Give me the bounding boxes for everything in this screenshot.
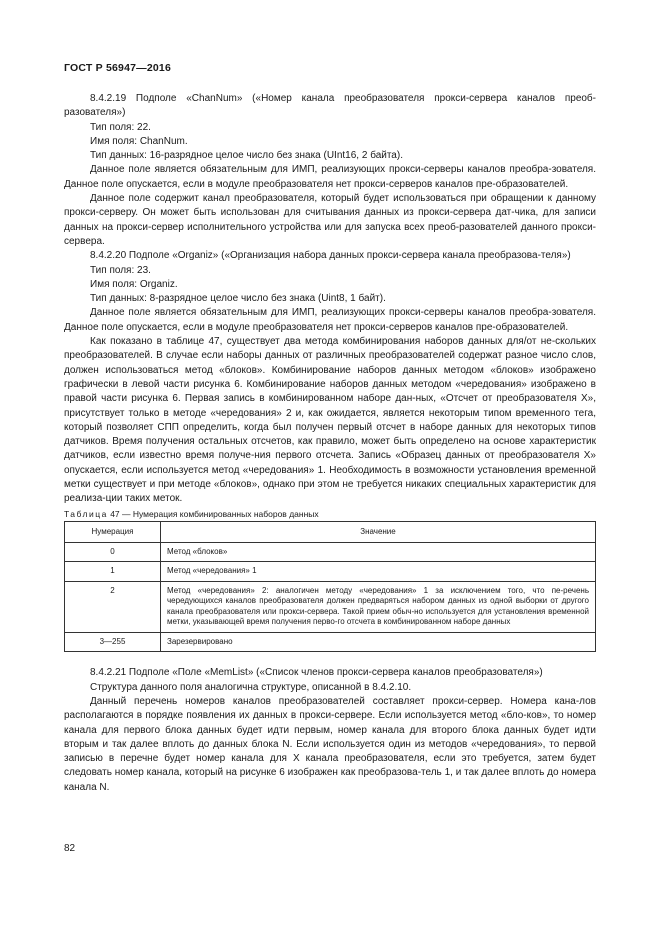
paragraph: Имя поля: Organiz. <box>90 278 178 290</box>
table-caption-text: 47 — Нумерация комбинированных наборов данных <box>110 508 319 519</box>
document-body <box>64 92 596 795</box>
table-row <box>65 632 596 652</box>
paragraph: Данное поле является обязательным для ИМП, реализующих прокси-серверы каналов преобра-зователя. Данное поле опускается, если в модуле преобразователя нет прокси-серверов каналов пре-образователей. <box>64 307 596 333</box>
subclause-heading: 8.4.2.21 Подполе «Поле «MemList» («Список членов прокси-сервера каналов преобразователя») <box>90 667 543 679</box>
column-header-value: Значение <box>161 521 596 542</box>
table-row <box>65 581 596 632</box>
paragraph: Тип поля: 23. <box>90 264 151 276</box>
paragraph: Тип данных: 16-разрядное целое число без знака (UInt16, 2 байта). <box>90 150 403 162</box>
table-row <box>65 562 596 582</box>
paragraph: Данное поле является обязательным для ИМП, реализующих прокси-серверы каналов преобра-зователя. Данное поле опускается, если в модуле преобразователя нет прокси-серверов каналов пре-образователей. <box>64 164 596 190</box>
cell-number: 0 <box>65 542 161 562</box>
cell-value: Зарезервировано <box>161 632 596 652</box>
table-caption <box>64 507 596 521</box>
cell-value: Метод «чередования» 1 <box>161 562 596 582</box>
paragraph: Данное поле содержит канал преобразователя, который будет использоваться при обращении к данному прокси-серверу. Он может быть использован для считывания данных из прокси-сервера дат-чика, для записи данных на прокси-сервер исполнительного устройства или для запуска всех преоб-разователей данного прокси-сервера. <box>64 193 596 247</box>
cell-number: 3—255 <box>65 632 161 652</box>
subclause-heading: 8.4.2.20 Подполе «Organiz» («Организация набора данных прокси-сервера канала преобразова-теля») <box>90 250 571 262</box>
paragraph: Тип поля: 22. <box>90 121 151 133</box>
cell-number: 1 <box>65 562 161 582</box>
paragraph: Данный перечень номеров каналов преобразователей составляет прокси-сервер. Номера кана-лов располагаются в порядке появления их данных в прокси-сервере. Если используется метод «бло-ков», то номер канала для первого блока данных будет идти первым, номер канала для второго блока данных будет идти вторым и так далее вплоть до данных блока N. Если используется один из методов «чередования», то первой записью в перечне будет номер канала для X канала преобразователя, если это требуется, затем будет следовать номер канала, который на рисунке 6 изображен как преобразова-тель 1, и так далее вплоть до номера канала N. <box>64 696 596 793</box>
page-number: 82 <box>64 843 76 854</box>
paragraph: Тип данных: 8-разрядное целое число без знака (Uint8, 1 байт). <box>90 293 386 305</box>
table-row <box>65 542 596 562</box>
cell-number: 2 <box>65 581 161 632</box>
subclause-heading: 8.4.2.19 Подполе «ChanNum» («Номер канала преобразователя прокси-сервера каналов преоб-разователя») <box>64 93 596 119</box>
standard-header: ГОСТ Р 56947—2016 <box>64 62 172 74</box>
paragraph: Как показано в таблице 47, существует два метода комбинирования наборов данных для/от не-скольких преобразователей. В случае если наборы данных от различных преобразователей содержат разное число слов, должен использоваться метод «блоков». Комбинирование наборов данных методом «блоков» изображено графически в левой части рисунка 6. Комбинирование наборов данных методом «чередования» изображено в правой части рисунка 6. Первая запись в комбинированном наборе дан-ных, «Отсчет от преобразователя X», присутствует только в методе «чередования» 2 и, как ожидается, является некоторым типом временного тега, который позволяет СПП определить, когда был получен первый отсчет в наборе данных для некоторых типов датчиков. Время получения остальных отсчетов, как правило, может быть определено на основе характеристик датчиков, если известно время получе-ния первого отсчета. Запись «Образец данных от преобразователя X» опускается, если используется метод «чередования» 1. Необходимость в возможности установления временной метки существует и при методе «блоков», однако при этом не требуется никаких специальных характеристик для реализа-ции таких меток. <box>64 336 596 505</box>
column-header-number: Нумерация <box>65 521 161 542</box>
cell-value: Метод «чередования» 2: аналогичен методу «чередования» 1 за исключением того, что пе-речень чередующихся каналов преобразователя должен предваряться набором данных из одной выборки от другого канала преобразователя или прокси-сервера. Такой прием обыч-но используется для установления временной метки, указывающей время получения перво-го отсчета в комбинированном наборе данных <box>161 581 596 632</box>
table-caption-label: Таблица <box>64 508 108 519</box>
paragraph: Имя поля: ChanNum. <box>90 135 188 147</box>
data-table <box>64 521 596 653</box>
paragraph: Структура данного поля аналогична структуре, описанной в 8.4.2.10. <box>90 681 412 693</box>
table-header-row <box>65 521 596 542</box>
cell-value: Метод «блоков» <box>161 542 596 562</box>
